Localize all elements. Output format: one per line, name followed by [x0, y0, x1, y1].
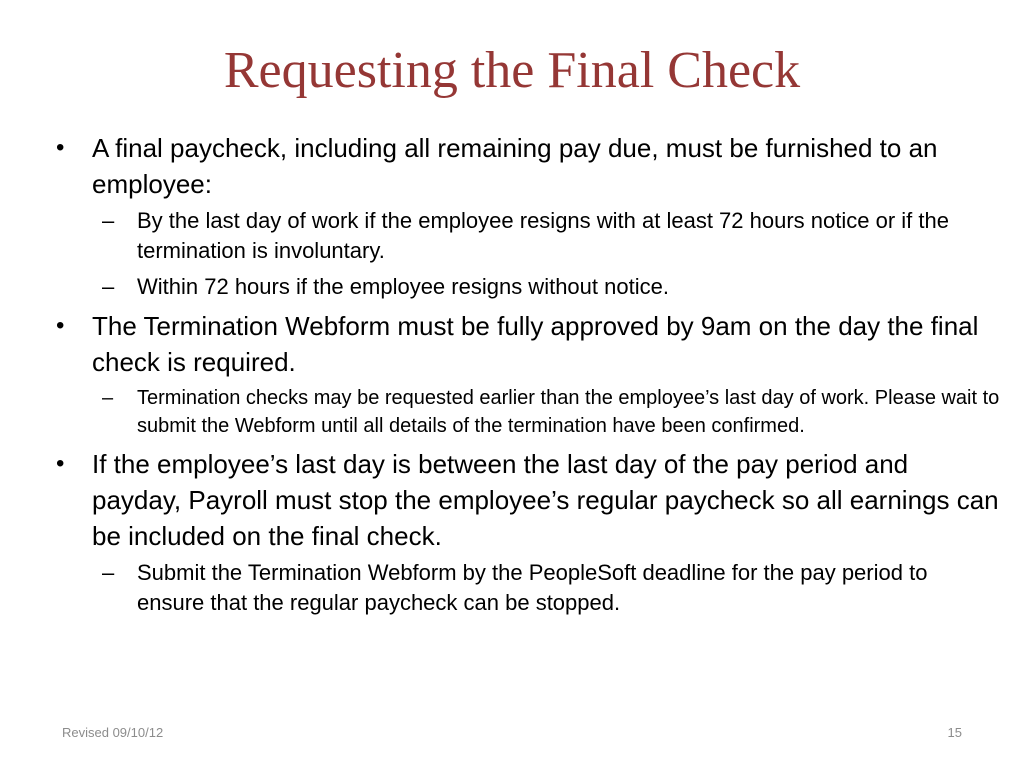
bullet-point [52, 130, 1000, 202]
slide-title: Requesting the Final Check [223, 42, 801, 99]
sub-bullet-text: Within 72 hours if the employee resigns without notice. [137, 274, 669, 299]
bullet-icon: • [56, 450, 65, 477]
sub-bullet-text: By the last day of work if the employee resigns with at least 72 hours notice or if the termination is involuntary. [137, 208, 949, 263]
dash-icon: – [102, 274, 115, 299]
dash-icon: – [102, 208, 115, 233]
sub-bullet-text: Submit the Termination Webform by the PeopleSoft deadline for the pay period to ensure that the regular paycheck can be stopped. [137, 560, 928, 615]
sub-bullet-point [52, 558, 1000, 618]
page-number: 15 [947, 725, 962, 740]
dash-icon: – [102, 387, 114, 409]
sub-bullet-point [52, 206, 1000, 266]
dash-icon: – [102, 560, 115, 585]
bullet-text: A final paycheck, including all remaining pay due, must be furnished to an employee: [92, 133, 938, 199]
bullet-icon: • [56, 134, 65, 161]
bullet-text: If the employee’s last day is between the last day of the pay period and payday, Payroll must stop the employee’s regular paycheck so all earnings can be included on the final check. [92, 449, 999, 551]
sub-bullet-point [52, 272, 1000, 302]
bullet-icon: • [56, 312, 65, 339]
slide-body [52, 130, 1000, 624]
revised-date: Revised 09/10/12 [62, 725, 164, 740]
bullet-point [52, 446, 1000, 554]
bullet-point [52, 308, 1000, 380]
sub-bullet-point [52, 384, 1000, 440]
sub-bullet-text: Termination checks may be requested earlier than the employee’s last day of work. Please wait to submit the Webform until all details of the termination have been confirmed. [137, 387, 1000, 437]
bullet-text: The Termination Webform must be fully approved by 9am on the day the final check is required. [92, 311, 979, 377]
